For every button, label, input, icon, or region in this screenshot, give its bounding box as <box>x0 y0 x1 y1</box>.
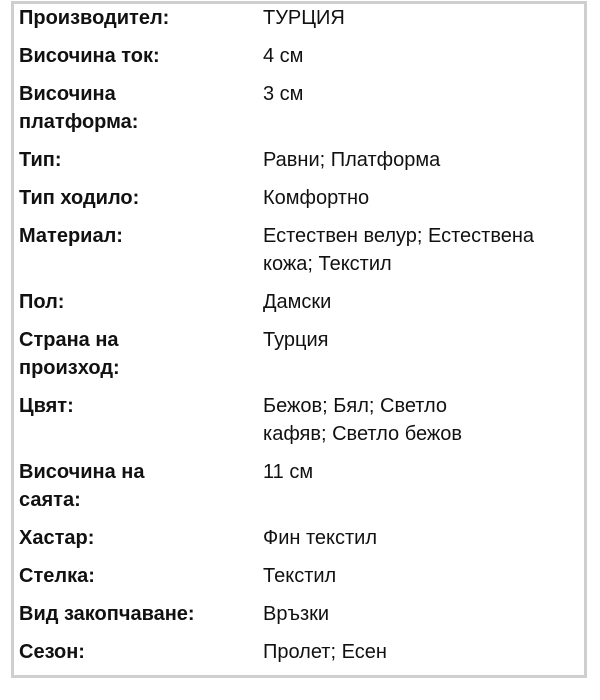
spec-row <box>19 288 559 326</box>
spec-value: 3 см <box>263 83 304 105</box>
spec-label: Хастар: <box>19 527 95 549</box>
spec-value: Бежов; Бял; Светло кафяв; Светло бежов <box>263 395 462 445</box>
spec-value: 4 см <box>263 45 304 67</box>
spec-row <box>19 184 559 222</box>
spec-row <box>19 600 559 638</box>
spec-value: Равни; Платформа <box>263 149 441 171</box>
spec-row <box>19 326 559 392</box>
spec-label: Производител: <box>19 7 170 29</box>
spec-label: Сезон: <box>19 641 85 663</box>
spec-label: Цвят: <box>19 395 74 417</box>
spec-row <box>19 524 559 562</box>
spec-value: ТУРЦИЯ <box>263 7 345 29</box>
spec-label: Тип: <box>19 149 62 171</box>
spec-value: 11 см <box>263 461 314 483</box>
spec-row <box>19 392 559 458</box>
spec-value: Текстил <box>263 565 337 587</box>
spec-row <box>19 42 559 80</box>
spec-label: Височина ток: <box>19 45 160 67</box>
spec-value: Комфортно <box>263 187 370 209</box>
spec-row <box>19 80 559 146</box>
spec-row <box>19 638 559 676</box>
spec-value: Турция <box>263 329 329 351</box>
spec-label: Височина платформа: <box>19 83 139 133</box>
spec-label: Материал: <box>19 225 123 247</box>
spec-label: Тип ходило: <box>19 187 140 209</box>
spec-value: Връзки <box>263 603 330 625</box>
spec-value: Пролет; Есен <box>263 641 387 663</box>
spec-label: Страна на произход: <box>19 329 120 379</box>
spec-row <box>19 222 559 288</box>
specs-table <box>19 4 559 676</box>
spec-value: Естествен велур; Естествена кожа; Текстил <box>263 225 535 275</box>
spec-row <box>19 458 559 524</box>
spec-label: Стелка: <box>19 565 95 587</box>
spec-label: Пол: <box>19 291 65 313</box>
spec-label: Вид закопчаване: <box>19 603 195 625</box>
spec-value: Фин текстил <box>263 527 378 549</box>
spec-label: Височина на саята: <box>19 461 145 511</box>
spec-row <box>19 562 559 600</box>
spec-row <box>19 4 559 42</box>
spec-value: Дамски <box>263 291 332 313</box>
spec-row <box>19 146 559 184</box>
